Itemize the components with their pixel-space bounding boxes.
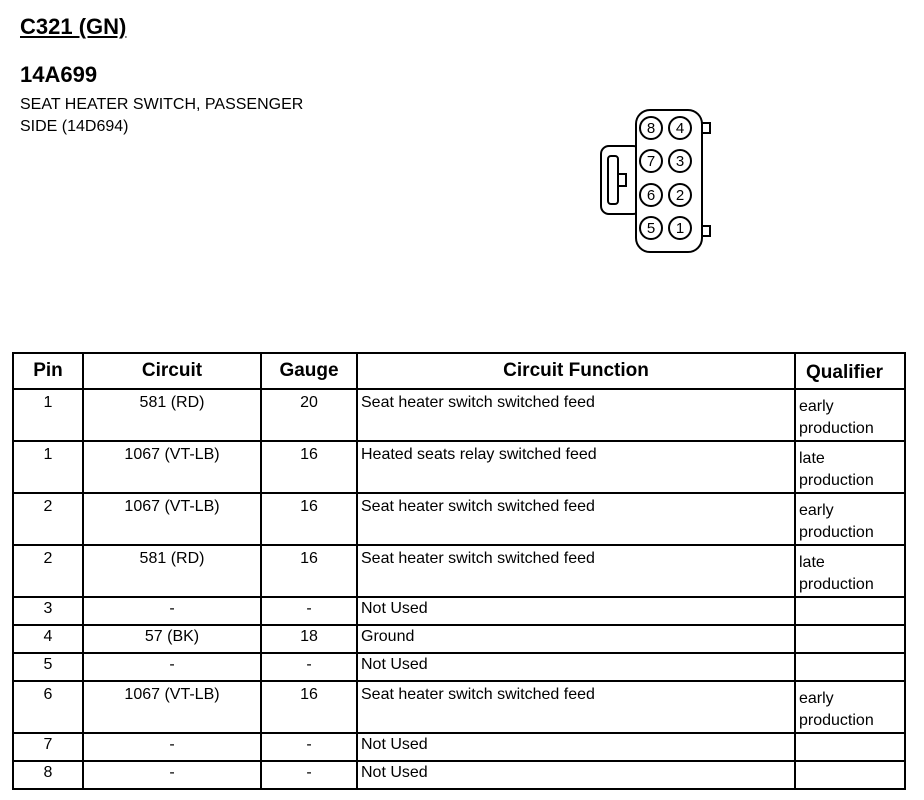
cell-pin: 1 xyxy=(13,389,83,441)
cell-pin: 6 xyxy=(13,681,83,733)
cell-function: Seat heater switch switched feed xyxy=(357,681,795,733)
qualifier-line-2: production xyxy=(799,524,874,541)
cell-pin: 1 xyxy=(13,441,83,493)
cell-pin: 2 xyxy=(13,493,83,545)
qualifier-line-2: production xyxy=(799,576,874,593)
cell-function: Ground xyxy=(357,625,795,653)
qualifier-line-1: early xyxy=(799,502,834,519)
qualifier-line-2: production xyxy=(799,420,874,437)
cell-qualifier xyxy=(795,441,905,493)
connector-key-bottom xyxy=(702,226,710,236)
cell-qualifier xyxy=(795,653,905,681)
qualifier-line-1: late xyxy=(799,554,825,571)
cell-gauge: - xyxy=(261,761,357,789)
cell-circuit: 581 (RD) xyxy=(83,545,261,597)
pin-label-4: 4 xyxy=(675,120,685,137)
cell-qualifier xyxy=(795,493,905,545)
cell-circuit: 581 (RD) xyxy=(83,389,261,441)
document-heading: C321 (GN) xyxy=(20,14,127,39)
cell-gauge: 20 xyxy=(261,389,357,441)
cell-qualifier xyxy=(795,681,905,733)
header-circuit: Circuit xyxy=(83,353,261,389)
pin-label-1: 1 xyxy=(675,220,685,237)
table-row xyxy=(13,441,905,493)
cell-pin: 4 xyxy=(13,625,83,653)
cell-circuit: 1067 (VT-LB) xyxy=(83,681,261,733)
cell-qualifier xyxy=(795,597,905,625)
pin-label-3: 3 xyxy=(675,153,685,170)
pinout-table xyxy=(12,352,906,790)
cell-circuit: 1067 (VT-LB) xyxy=(83,441,261,493)
cell-qualifier xyxy=(795,761,905,789)
cell-pin: 2 xyxy=(13,545,83,597)
cell-circuit: - xyxy=(83,597,261,625)
cell-qualifier xyxy=(795,733,905,761)
table-row xyxy=(13,545,905,597)
pin-label-7: 7 xyxy=(646,153,656,170)
cell-function: Seat heater switch switched feed xyxy=(357,389,795,441)
cell-circuit: - xyxy=(83,653,261,681)
table-row xyxy=(13,681,905,733)
header-circuit-function: Circuit Function xyxy=(357,353,795,389)
connector-key-top xyxy=(702,123,710,133)
qualifier-line-1: early xyxy=(799,690,834,707)
cell-pin: 5 xyxy=(13,653,83,681)
cell-circuit: - xyxy=(83,733,261,761)
qualifier-line-2: production xyxy=(799,472,874,489)
header-pin: Pin xyxy=(13,353,83,389)
table-row xyxy=(13,389,905,441)
cell-function: Not Used xyxy=(357,653,795,681)
connector-lock-latch xyxy=(618,174,626,186)
pin-label-2: 2 xyxy=(675,187,685,204)
qualifier-line-1: early xyxy=(799,398,834,415)
cell-gauge: - xyxy=(261,597,357,625)
table-row xyxy=(13,653,905,681)
cell-circuit: 1067 (VT-LB) xyxy=(83,493,261,545)
cell-gauge: 16 xyxy=(261,545,357,597)
cell-gauge: 16 xyxy=(261,441,357,493)
cell-function: Not Used xyxy=(357,597,795,625)
cell-pin: 8 xyxy=(13,761,83,789)
table-row xyxy=(13,761,905,789)
table-row xyxy=(13,733,905,761)
cell-function: Seat heater switch switched feed xyxy=(357,545,795,597)
cell-gauge: 18 xyxy=(261,625,357,653)
cell-pin: 3 xyxy=(13,597,83,625)
qualifier-line-2: production xyxy=(799,712,874,729)
table-row xyxy=(13,597,905,625)
cell-function: Not Used xyxy=(357,733,795,761)
connector-face-diagram xyxy=(598,108,714,254)
cell-function: Not Used xyxy=(357,761,795,789)
header-gauge: Gauge xyxy=(261,353,357,389)
cell-function: Seat heater switch switched feed xyxy=(357,493,795,545)
cell-qualifier xyxy=(795,545,905,597)
pin-label-8: 8 xyxy=(646,120,656,137)
description-line-1: SEAT HEATER SWITCH, PASSENGER xyxy=(20,96,304,113)
cell-circuit: - xyxy=(83,761,261,789)
cell-gauge: 16 xyxy=(261,681,357,733)
connector-lock-slot xyxy=(608,156,618,204)
table-header-row xyxy=(13,353,905,389)
component-description xyxy=(20,94,440,138)
table-row xyxy=(13,493,905,545)
header-qualifier: Qualifier xyxy=(795,353,905,389)
cell-qualifier xyxy=(795,625,905,653)
cell-gauge: 16 xyxy=(261,493,357,545)
cell-function: Heated seats relay switched feed xyxy=(357,441,795,493)
qualifier-line-1: late xyxy=(799,450,825,467)
cell-circuit: 57 (BK) xyxy=(83,625,261,653)
cell-gauge: - xyxy=(261,733,357,761)
description-line-2: SIDE (14D694) xyxy=(20,118,129,135)
pin-label-6: 6 xyxy=(646,187,656,204)
cell-gauge: - xyxy=(261,653,357,681)
table-row xyxy=(13,625,905,653)
part-number: 14A699 xyxy=(20,62,98,87)
pin-label-5: 5 xyxy=(646,220,656,237)
cell-qualifier xyxy=(795,389,905,441)
cell-pin: 7 xyxy=(13,733,83,761)
